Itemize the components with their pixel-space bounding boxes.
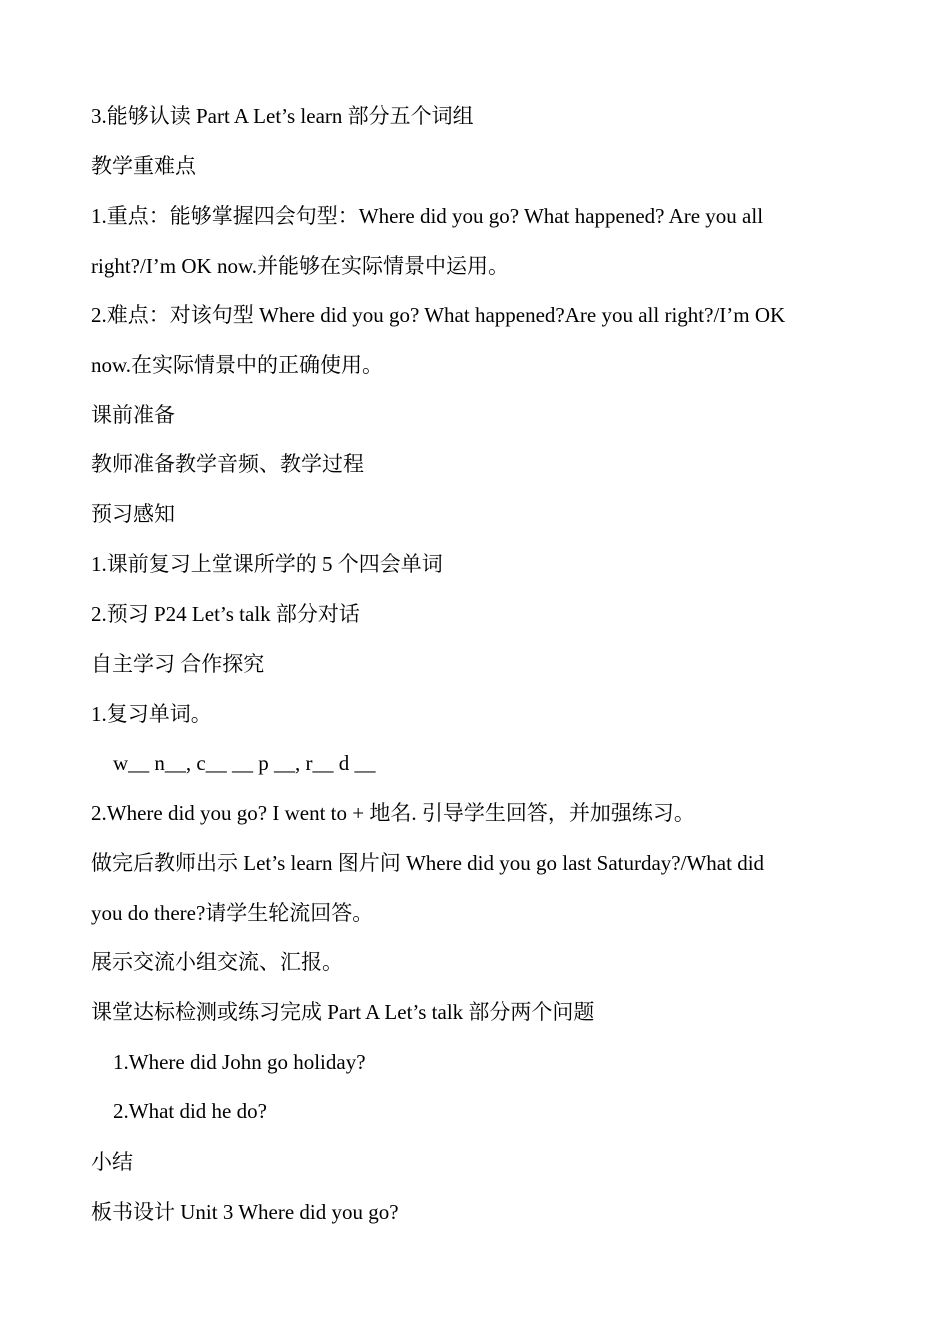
text-line-preview-2: 2.预习 P24 Let’s talk 部分对话 <box>91 602 360 626</box>
heading-preview: 预习感知 <box>91 502 175 526</box>
heading-self-study: 自主学习 合作探究 <box>91 652 265 676</box>
text-line-teacher-shows: 做完后教师出示 Let’s learn 图片问 Where did you go last Saturday?/What did <box>91 851 765 875</box>
text-line-board-design: 板书设计 Unit 3 Where did you go? <box>91 1200 399 1224</box>
text-line-review-words: 1.复习单词。 <box>91 702 212 726</box>
text-line-question-1: 1.Where did John go holiday? <box>113 1050 366 1074</box>
heading-key-points: 教学重难点 <box>91 154 196 178</box>
text-line-question-2: 2.What did he do? <box>113 1099 267 1123</box>
text-line-word-blanks: w__ n__, c__ __ p __, r__ d __ <box>113 751 376 775</box>
text-line-key-point-1-cont: right?/I’m OK now.并能够在实际情景中运用。 <box>91 254 510 278</box>
heading-summary: 小结 <box>91 1150 133 1174</box>
text-line-preview-1: 1.课前复习上堂课所学的 5 个四会单词 <box>91 552 443 576</box>
text-line-teacher-shows-cont: you do there?请学生轮流回答。 <box>91 901 374 925</box>
text-line-teacher-prep: 教师准备教学音频、教学过程 <box>91 452 364 476</box>
text-line-objective-3: 3.能够认读 Part A Let’s learn 部分五个词组 <box>91 104 474 128</box>
text-line-practice: 课堂达标检测或练习完成 Part A Let’s talk 部分两个问题 <box>91 1000 595 1024</box>
text-line-key-point-1: 1.重点：能够掌握四会句型：Where did you go? What happened? Are you all <box>91 204 764 228</box>
heading-preparation: 课前准备 <box>91 403 175 427</box>
text-line-difficulty-2: 2.难点：对该句型 Where did you go? What happened?Are you all right?/I’m OK <box>91 303 786 327</box>
text-line-step-2: 2.Where did you go? I went to + 地名. 引导学生回答，并加强练习。 <box>91 801 695 825</box>
text-line-exchange: 展示交流小组交流、汇报。 <box>91 950 343 974</box>
text-line-difficulty-2-cont: now.在实际情景中的正确使用。 <box>91 353 384 377</box>
